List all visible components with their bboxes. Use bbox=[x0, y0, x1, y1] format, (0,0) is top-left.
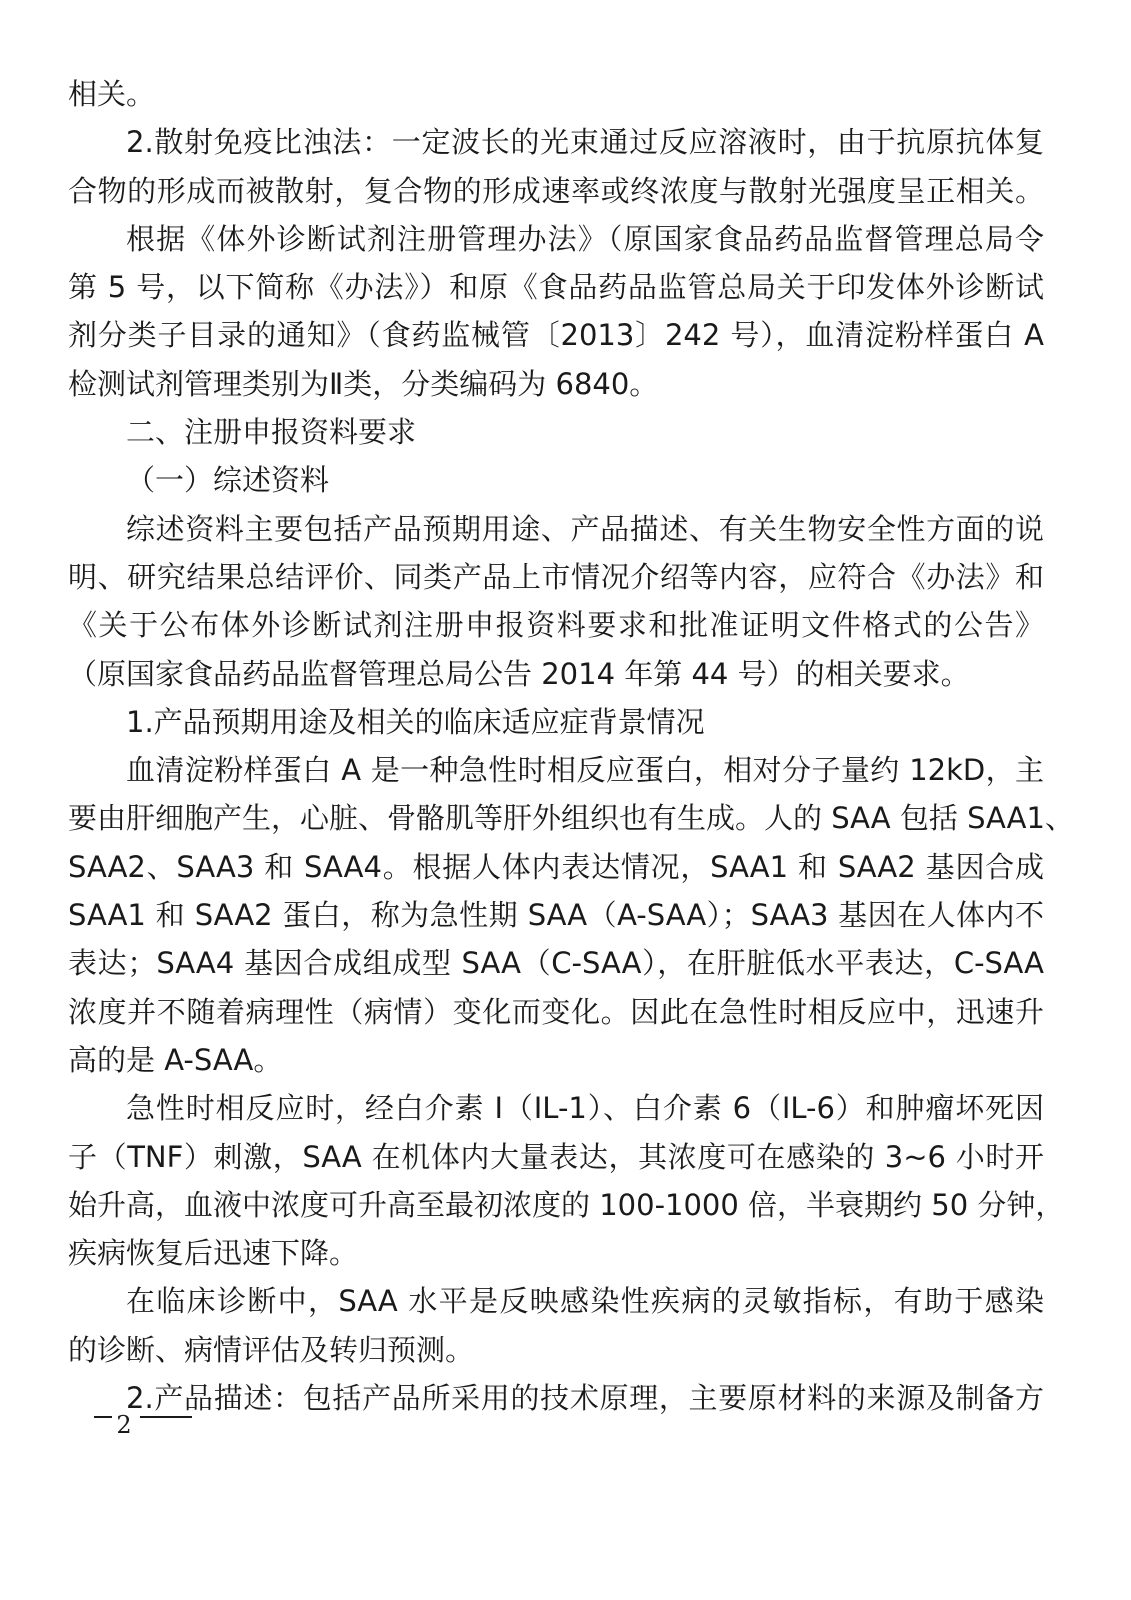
text-line: 血清淀粉样蛋白 A 是一种急性时相反应蛋白，相对分子量约 12kD，主 bbox=[126, 753, 1044, 788]
text-line: 浓度并不随着病理性（病情）变化而变化。因此在急性时相反应中，迅速升 bbox=[68, 994, 1044, 1029]
text-line: 1.产品预期用途及相关的临床适应症背景情况 bbox=[126, 704, 705, 739]
text-line: 子（TNF）刺激，SAA 在机体内大量表达，其浓度可在感染的 3~6 小时开 bbox=[68, 1139, 1044, 1174]
text-line: （一）综述资料 bbox=[126, 463, 330, 498]
text-line: 表达；SAA4 基因合成组成型 SAA（C-SAA），在肝脏低水平表达，C-SAA bbox=[68, 946, 1044, 981]
page-number-dash-right bbox=[140, 1416, 192, 1418]
text-line: 检测试剂管理类别为Ⅱ类，分类编码为 6840。 bbox=[68, 366, 659, 401]
text-line: 明、研究结果总结评价、同类产品上市情况介绍等内容，应符合《办法》和 bbox=[68, 559, 1044, 594]
text-line: 疾病恢复后迅速下降。 bbox=[68, 1236, 359, 1271]
text-line: 2.产品描述：包括产品所采用的技术原理，主要原材料的来源及制备方 bbox=[126, 1381, 1044, 1416]
text-line: 的诊断、病情评估及转归预测。 bbox=[68, 1332, 475, 1367]
text-line: SAA2、SAA3 和 SAA4。根据人体内表达情况，SAA1 和 SAA2 基因合成 bbox=[68, 849, 1044, 884]
text-line: 在临床诊断中，SAA 水平是反映感染性疾病的灵敏指标，有助于感染 bbox=[126, 1284, 1044, 1319]
document-body bbox=[68, 70, 1074, 1422]
text-line: 高的是 A-SAA。 bbox=[68, 1042, 283, 1077]
text-line: 根据《体外诊断试剂注册管理办法》（原国家食品药品监督管理总局令 bbox=[126, 221, 1044, 256]
text-line: 剂分类子目录的通知》（食药监械管〔2013〕242 号），血清淀粉样蛋白 A bbox=[68, 318, 1044, 353]
text-line: 二、注册申报资料要求 bbox=[126, 415, 417, 450]
text-line: 急性时相反应时，经白介素 I（IL-1）、白介素 6（IL-6）和肿瘤坏死因 bbox=[126, 1091, 1044, 1126]
text-line: SAA1 和 SAA2 蛋白，称为急性期 SAA（A-SAA）；SAA3 基因在人体内不 bbox=[68, 898, 1044, 933]
text-line: 相关。 bbox=[68, 77, 156, 111]
text-line: 要由肝细胞产生，心脏、骨骼肌等肝外组织也有生成。人的 SAA 包括 SAA1、 bbox=[68, 801, 1074, 836]
text-line: 2.散射免疫比浊法：一定波长的光束通过反应溶液时，由于抗原抗体复 bbox=[126, 125, 1044, 160]
text-line: 《关于公布体外诊断试剂注册申报资料要求和批准证明文件格式的公告》 bbox=[68, 608, 1044, 643]
text-line: 综述资料主要包括产品预期用途、产品描述、有关生物安全性方面的说 bbox=[126, 511, 1044, 546]
text-line: 始升高，血液中浓度可升高至最初浓度的 100-1000 倍，半衰期约 50 分钟， bbox=[68, 1187, 1065, 1222]
text-line: 合物的形成而被散射，复合物的形成速率或终浓度与散射光强度呈正相关。 bbox=[68, 173, 1044, 208]
page-number: 2 bbox=[116, 1411, 132, 1439]
text-line: （原国家食品药品监督管理总局公告 2014 年第 44 号）的相关要求。 bbox=[68, 656, 970, 691]
text-line: 第 5 号，以下简称《办法》）和原《食品药品监管总局关于印发体外诊断试 bbox=[68, 270, 1044, 305]
